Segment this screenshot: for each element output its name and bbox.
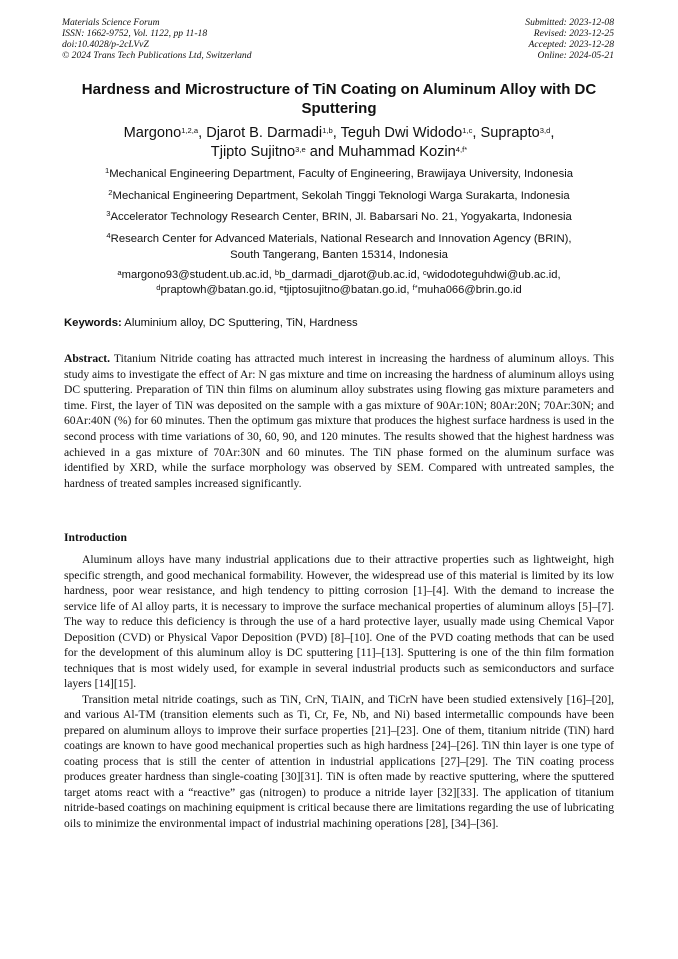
journal-header-left bbox=[62, 17, 252, 61]
email-link[interactable]: muha066@brin.go.id bbox=[417, 284, 522, 296]
emails-line-1 bbox=[60, 268, 618, 283]
author-affiliation-mark: 3,d bbox=[539, 126, 551, 135]
affiliation-text: Accelerator Technology Research Center, BRIN, Jl. Babarsari No. 21, Yogyakarta, Indonesia bbox=[110, 211, 572, 223]
affiliation-number: 2 bbox=[108, 188, 113, 197]
affiliation-text: Mechanical Engineering Department, Sekolah Tinggi Teknologi Warga Surakarta, Indonesia bbox=[112, 190, 570, 202]
email-link[interactable]: praptowh@batan.go.id, bbox=[160, 284, 280, 296]
author-affiliation-mark: 4,f* bbox=[455, 145, 468, 154]
author-name: , Teguh Dwi Widodo bbox=[332, 125, 463, 141]
revised-date: Revised: 2023-12-25 bbox=[533, 28, 614, 39]
affiliation-1 bbox=[60, 166, 618, 182]
keywords-label: Keywords: bbox=[64, 317, 122, 329]
affiliation-2 bbox=[60, 188, 618, 204]
title-line-1: Hardness and Microstructure of TiN Coating on Aluminum Alloy with DC bbox=[81, 81, 597, 98]
introduction-body bbox=[64, 552, 614, 831]
copyright: © 2024 Trans Tech Publications Ltd, Switzerland bbox=[62, 50, 252, 61]
author-list bbox=[60, 124, 618, 162]
paragraph: Transition metal nitride coatings, such as TiN, CrN, TiAlN, and TiCrN have been studied extensively [16]–[20], and various Al-TM (transition elements such as Ti, Cr, Fe, Nb, and Ni) based intermetallic compounds have been prepared on aluminum alloys to improve their surface properties [21]–[23]. One of them, titanium nitride (TiN) hard coatings are known to have good mechanical properties such as high hardness [24]–[26]. TiN thin layer is one type of coating process that is still the center of attention in industrial applications [27]–[29]. The TiN coating process produces greater hardness than single-coating [30][31]. TiN is often made by reactive sputtering, where the sputtered target atoms react with a “reactive” gas (nitrogen) to produce a nitride layer [32][33]. The application of titanium nitride-based coatings on machining equipment is critical because there are limitations regarding the use of lubricating oils to minimize the environmental impact of industrial machining operations [28], [34]–[36]. bbox=[64, 692, 614, 830]
doi[interactable]: doi:10.4028/p-2cLVvZ bbox=[62, 39, 149, 50]
online-date: Online: 2024-05-21 bbox=[537, 50, 614, 61]
email-link[interactable]: margono93@student.ub.ac.id, bbox=[121, 269, 275, 281]
affiliation-text: Research Center for Advanced Materials, National Research and Innovation Agency (BRIN), bbox=[110, 233, 572, 245]
paper-title bbox=[60, 80, 618, 118]
abstract-text: Titanium Nitride coating has attracted much interest in increasing the hardness of aluminum alloys. This study aims to investigate the effect of Ar: N gas mixture and time on increasing the hardness of aluminum alloys using DC sputtering. Preparation of TiN thin films on aluminum alloy substrates using flowing gas mixture parameters and time. First, the layer of TiN was deposited on the sample with a gas mixture of 90Ar:10N; 80Ar:20N; 70Ar:30N; and 60Ar:40N (%) for 60 minutes. Then the optimum gas mixture that produces the highest surface hardness is used in the second process with time variations of 30, 60, 90, and 120 minutes. The results showed that the highest hardness was achieved in a gas mixture of 70Ar:30N and 60 minutes. The TiN phase formed on the aluminum surface was identified by XRD, while the surface morphology was observed by SEM. Compared with untreated samples, the hardness of treated samples increased significantly. bbox=[64, 352, 614, 490]
email-mark: e bbox=[279, 283, 284, 292]
affiliation-number: 3 bbox=[106, 209, 111, 218]
title-line-2: Sputtering bbox=[301, 100, 377, 117]
email-mark: a bbox=[117, 268, 122, 277]
affiliation-4 bbox=[60, 231, 618, 263]
email-mark: f* bbox=[412, 283, 418, 292]
abstract bbox=[64, 351, 614, 491]
author-affiliation-mark: 1,b bbox=[322, 126, 333, 135]
email-mark: d bbox=[156, 283, 161, 292]
email-mark: c bbox=[422, 268, 427, 277]
paragraph: Aluminum alloys have many industrial applications due to their attractive properties such as lightweight, high specific strength, and good mechanical formability. However, the widespread use of this material is limited by its low hardness, poor wear resistance, and high tendency to pitting corrosion [1]–[4]. With the demand to increase the service life of Al alloy parts, it is necessary to improve the surface mechanical properties of aluminum alloys [5]–[7]. The way to reduce this deficiency is through the use of a hard protective layer, usually made using Chemical Vapor Deposition (CVD) or Physical Vapor Deposition (PVD) [8]–[10]. One of the PVD coating methods that can be used for the development of this aluminum alloy is DC sputtering [11]–[13]. Sputtering is one of the thin film formation techniques that is most widely used, for example in several industrial products such as semiconductors and surface layers [14][15]. bbox=[64, 553, 614, 690]
email-mark: b bbox=[274, 268, 280, 277]
submitted-date: Submitted: 2023-12-08 bbox=[525, 17, 614, 28]
keywords-text: Aluminium alloy, DC Sputtering, TiN, Hardness bbox=[121, 317, 358, 329]
authors-line-2 bbox=[60, 143, 618, 162]
author-affiliation-mark: 1,2,a bbox=[181, 126, 199, 135]
affiliation-4-line-1 bbox=[60, 231, 618, 247]
email-link[interactable]: b_darmadi_djarot@ub.ac.id, bbox=[279, 269, 423, 281]
emails-line-2 bbox=[60, 283, 618, 298]
accepted-date: Accepted: 2023-12-28 bbox=[528, 39, 614, 50]
introduction-heading: Introduction bbox=[64, 531, 127, 544]
affiliation-text: Mechanical Engineering Department, Faculty of Engineering, Brawijaya University, Indonesia bbox=[109, 168, 574, 180]
author-name: , Suprapto bbox=[472, 125, 540, 141]
author-separator: , bbox=[550, 125, 555, 141]
affiliation-4-line-2: South Tangerang, Banten 15314, Indonesia bbox=[230, 249, 448, 261]
affiliation-3 bbox=[60, 209, 618, 225]
email-link[interactable]: widodoteguhdwi@ub.ac.id, bbox=[426, 269, 561, 281]
affiliation-number: 4 bbox=[106, 231, 111, 240]
author-emails bbox=[60, 268, 618, 298]
issn-volume: ISSN: 1662-9752, Vol. 1122, pp 11-18 bbox=[62, 28, 208, 39]
author-name: and Muhammad Kozin bbox=[305, 144, 456, 160]
keywords bbox=[64, 317, 616, 329]
email-link[interactable]: tjiptosujitno@batan.go.id, bbox=[283, 284, 413, 296]
authors-line-1 bbox=[60, 124, 618, 143]
author-name: , Djarot B. Darmadi bbox=[198, 125, 323, 141]
abstract-label: Abstract. bbox=[64, 352, 111, 365]
author-name: Margono bbox=[123, 125, 182, 141]
author-name: Tjipto Sujitno bbox=[210, 144, 296, 160]
author-affiliation-mark: 1,c bbox=[462, 126, 473, 135]
journal-header-right bbox=[525, 17, 614, 61]
journal-name: Materials Science Forum bbox=[62, 17, 160, 28]
author-affiliation-mark: 3,e bbox=[295, 145, 306, 154]
affiliation-number: 1 bbox=[104, 166, 110, 175]
